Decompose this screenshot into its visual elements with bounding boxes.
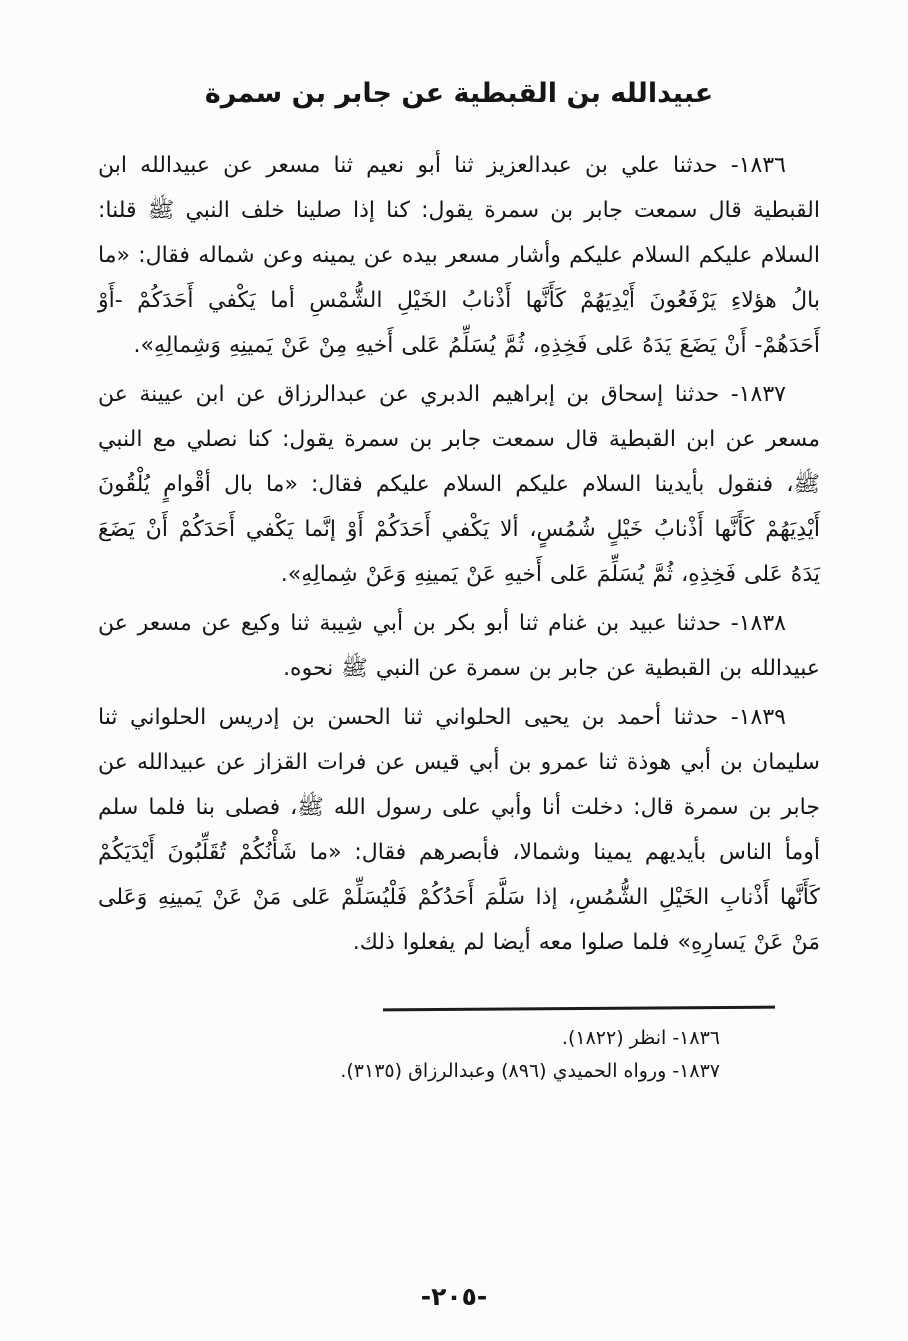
footnotes-list	[98, 1022, 720, 1088]
page-title: عبيدالله بن القبطية عن جابر بن سمرة	[204, 78, 714, 109]
footnote-1837: ١٨٣٧- ورواه الحميدي (٨٩٦) وعبدالرزاق (٣١٣٥).	[340, 1060, 720, 1082]
hadith-paragraph-1839: ١٨٣٩- حدثنا أحمد بن يحيى الحلواني ثنا الحسن بن إدريس الحلواني ثنا سليمان بن أبي هوذة ثنا عمرو بن أبي قيس عن فرات القزاز عن عبيدالله عن جابر بن سمرة قال: دخلت أنا وأبي على رسول الله ﷺ، فصلى بنا فلما سلم أومأ الناس بأيديهم يمينا وشمالا، فأبصرهم فقال: «ما شَأْنُكُمْ تُقَلِّبُونَ أَيْدَيَكُمْ كَأَنَّها أَذْنابِ الخَيْلِ الشُّمُسِ، إذا سَلَّمَ أَحَدُكُمْ فَلْيُسَلِّمْ عَلى مَنْ عَنْ يَمينِهِ وَعَلى مَنْ عَنْ يَسارِهِ» فلما صلوا معه أيضا لم يفعلوا ذلك.	[98, 705, 820, 955]
hadith-paragraph-1838: ١٨٣٨- حدثنا عبيد بن غنام ثنا أبو بكر بن أبي شِيبة ثنا وكيع عن مسعر عن عبيدالله بن القبطية عن جابر بن سمرة عن النبي ﷺ نحوه.	[98, 611, 820, 681]
page-number: -٢٠٥-	[420, 1282, 488, 1311]
footnote-separator-rule	[383, 1006, 775, 1012]
hadith-paragraph-1836: ١٨٣٦- حدثنا علي بن عبدالعزيز ثنا أبو نعيم ثنا مسعر عن عبيدالله ابن القبطية قال سمعت جابر بن سمرة يقول: كنا إذا صلينا خلف النبي ﷺ قلنا: السلام عليكم السلام عليكم وأشار مسعر بيده عن يمينه وعن شماله فقال: «ما بالُ هؤلاءِ يَرْفَعُونَ أَيْدِيَهُمْ كَأَنَّها أَذْنابُ الخَيْلِ الشُّمْسِ أما يَكْفي أَحَدَكُمْ -أَوْ أَحَدَهُمْ- أَنْ يَضَعَ يَدَهُ عَلى فَخِذِهِ، ثُمَّ يُسَلِّمُ عَلى أَخيهِ مِنْ عَنْ يَمينِهِ وَشِمالِهِ».	[98, 153, 820, 358]
footnote-1836: ١٨٣٦- انظر (١٨٢٢).	[561, 1027, 720, 1049]
page-content	[98, 78, 820, 1088]
footnote-section	[98, 1007, 820, 1088]
hadith-paragraph-1837: ١٨٣٧- حدثنا إسحاق بن إبراهيم الدبري عن عبدالرزاق عن ابن عيينة عن مسعر عن ابن القبطية قال سمعت جابر بن سمرة يقول: كنا نصلي مع النبي ﷺ، فنقول بأيدينا السلام عليكم السلام عليكم فقال: «ما بال أقْوامٍ يُلْقُونَ أَيْدِيَهُمْ كَأَنَّها أَذْنابُ خَيْلٍ شُمُسٍ، ألا يَكْفي أَحَدَكُمْ أَوْ إنَّما يَكْفي أَحَدَكُمْ أَنْ يَضَعَ يَدَهُ عَلى فَخِذِهِ، ثُمَّ يُسَلِّمَ عَلى أَخيهِ عَنْ يَمينِهِ وَعَنْ شِمالِهِ».	[98, 382, 820, 587]
